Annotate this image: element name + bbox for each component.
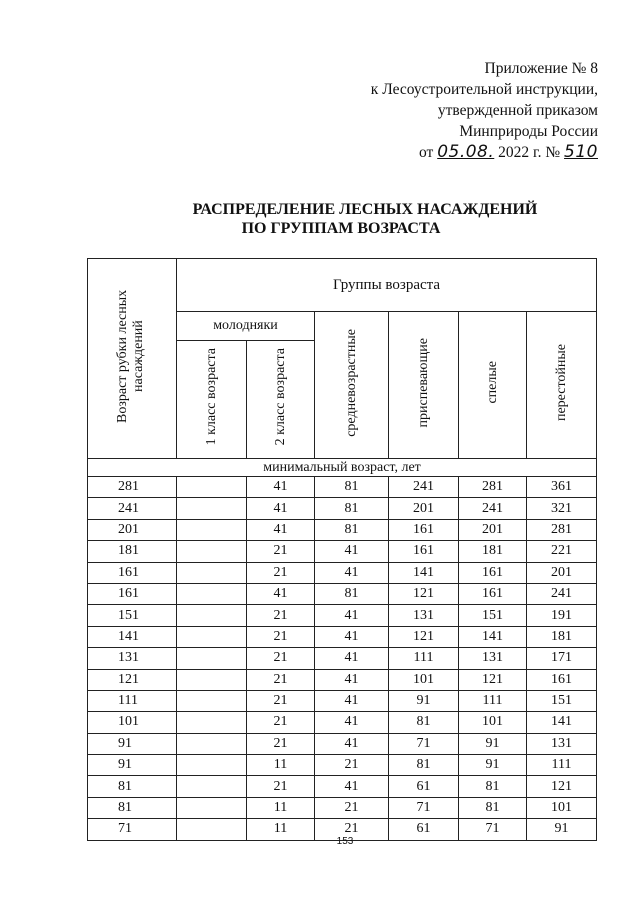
table-cell: 91 <box>459 755 527 776</box>
table-cell <box>177 797 247 818</box>
table-cell: 161 <box>389 541 459 562</box>
table-cell: 81 <box>315 583 389 604</box>
table-cell: 141 <box>527 712 597 733</box>
table-cell: 101 <box>527 797 597 818</box>
table-cell: 21 <box>247 669 315 690</box>
table-cell <box>177 733 247 754</box>
table-cell: 151 <box>527 690 597 711</box>
table-cell: 241 <box>527 583 597 604</box>
table-cell <box>177 477 247 498</box>
table-cell: 41 <box>315 776 389 797</box>
document-title <box>0 200 640 238</box>
table-cell: 241 <box>389 477 459 498</box>
table-cell <box>177 605 247 626</box>
table-cell: 41 <box>315 562 389 583</box>
table-cell: 221 <box>527 541 597 562</box>
header-class-1 <box>177 341 247 459</box>
table-row <box>88 669 597 690</box>
title-line-2: ПО ГРУППАМ ВОЗРАСТА <box>241 220 441 237</box>
table-cell: 161 <box>459 562 527 583</box>
header-middle <box>315 312 389 459</box>
table-cell: 21 <box>247 712 315 733</box>
table-cell: 131 <box>88 648 177 669</box>
table-cell: 21 <box>247 733 315 754</box>
table-cell <box>177 669 247 690</box>
table-cell: 21 <box>315 755 389 776</box>
table-cell: 61 <box>389 819 459 840</box>
header-middle-text: средневозрастные <box>343 328 359 437</box>
table-cell: 71 <box>389 733 459 754</box>
table-cell <box>177 648 247 669</box>
table-cell: 151 <box>459 605 527 626</box>
table-row <box>88 583 597 604</box>
table-cell: 41 <box>315 541 389 562</box>
table-cell: 241 <box>88 498 177 519</box>
table-cell: 161 <box>88 562 177 583</box>
table-row <box>88 519 597 540</box>
table-cell: 71 <box>389 797 459 818</box>
table-cell: 141 <box>459 626 527 647</box>
appendix-date-line <box>371 142 598 163</box>
date-year: 2022 г. № <box>498 144 561 161</box>
table-cell: 131 <box>527 733 597 754</box>
handwritten-number: 510 <box>564 142 598 162</box>
table-cell <box>177 562 247 583</box>
table-cell: 321 <box>527 498 597 519</box>
table-cell <box>177 626 247 647</box>
header-overmature-text: перестойные <box>553 343 569 422</box>
table-row <box>88 733 597 754</box>
table-cell: 21 <box>247 541 315 562</box>
table-row <box>88 648 597 669</box>
table-cell: 81 <box>315 519 389 540</box>
table-cell: 201 <box>389 498 459 519</box>
table-cell: 11 <box>247 755 315 776</box>
table-cell: 161 <box>459 583 527 604</box>
date-prefix: от <box>418 144 434 161</box>
table-cell <box>177 541 247 562</box>
table-row <box>88 541 597 562</box>
table-cell <box>177 712 247 733</box>
table-row <box>88 605 597 626</box>
table-cell: 101 <box>459 712 527 733</box>
table-cell: 81 <box>389 712 459 733</box>
table-cell: 21 <box>247 626 315 647</box>
header-age-groups: Группы возраста <box>177 259 597 312</box>
table-cell: 61 <box>389 776 459 797</box>
table-cell: 181 <box>88 541 177 562</box>
header-harvest-age-text: Возраст рубки лесных насаждений <box>115 289 146 423</box>
table-cell: 241 <box>459 498 527 519</box>
table-cell: 181 <box>527 626 597 647</box>
table-cell: 361 <box>527 477 597 498</box>
table-row <box>88 690 597 711</box>
table-row <box>88 626 597 647</box>
table-cell: 81 <box>88 797 177 818</box>
table-cell: 201 <box>527 562 597 583</box>
header-young: молодняки <box>177 312 315 341</box>
title-line-1: РАСПРЕДЕЛЕНИЕ ЛЕСНЫХ НАСАЖДЕНИЙ <box>192 201 538 218</box>
table-cell: 11 <box>247 797 315 818</box>
appendix-line-2: к Лесоустроительной инструкции, <box>370 81 598 98</box>
appendix-line-4: Минприроды России <box>459 123 598 140</box>
table-row <box>88 776 597 797</box>
handwritten-date: 05.08. <box>437 142 495 162</box>
table-cell: 41 <box>315 626 389 647</box>
table-cell: 201 <box>459 519 527 540</box>
table-cell <box>177 755 247 776</box>
table-cell: 281 <box>527 519 597 540</box>
table-cell: 171 <box>527 648 597 669</box>
table-cell: 41 <box>315 712 389 733</box>
table-cell: 111 <box>389 648 459 669</box>
table-cell: 41 <box>315 605 389 626</box>
table-cell: 91 <box>527 819 597 840</box>
table-cell: 121 <box>389 626 459 647</box>
table-cell: 121 <box>459 669 527 690</box>
table-cell: 41 <box>315 733 389 754</box>
table-cell: 81 <box>315 498 389 519</box>
table-cell: 21 <box>247 648 315 669</box>
table-cell: 81 <box>389 755 459 776</box>
appendix-line-1: Приложение № 8 <box>484 60 598 77</box>
table-cell: 141 <box>88 626 177 647</box>
table-cell: 41 <box>315 669 389 690</box>
table-cell: 81 <box>315 477 389 498</box>
table-cell: 91 <box>88 733 177 754</box>
table-cell: 161 <box>389 519 459 540</box>
header-overmature <box>527 312 597 459</box>
table-cell: 131 <box>459 648 527 669</box>
table-cell: 41 <box>247 477 315 498</box>
appendix-line-3: утвержденной приказом <box>437 102 598 119</box>
table-cell <box>177 583 247 604</box>
table-cell: 91 <box>389 690 459 711</box>
table-cell: 151 <box>88 605 177 626</box>
table-cell: 41 <box>315 690 389 711</box>
table-cell: 21 <box>247 562 315 583</box>
header-mature-text: спелые <box>484 361 500 404</box>
table-cell: 191 <box>527 605 597 626</box>
table-cell: 121 <box>88 669 177 690</box>
page-number: 153 <box>336 836 354 847</box>
table-cell: 11 <box>247 819 315 840</box>
table-cell: 21 <box>247 690 315 711</box>
table-cell: 21 <box>247 605 315 626</box>
table-cell: 91 <box>88 755 177 776</box>
table-cell <box>177 776 247 797</box>
table-row <box>88 498 597 519</box>
header-maturing <box>389 312 459 459</box>
table-cell: 111 <box>88 690 177 711</box>
table-cell <box>177 519 247 540</box>
table-cell: 101 <box>389 669 459 690</box>
table-cell: 121 <box>389 583 459 604</box>
table-cell: 41 <box>247 583 315 604</box>
table-cell: 21 <box>315 819 389 840</box>
table-row <box>88 755 597 776</box>
header-harvest-age <box>88 259 177 459</box>
table-cell: 41 <box>315 648 389 669</box>
table-row <box>88 712 597 733</box>
table-cell: 81 <box>459 797 527 818</box>
appendix-block <box>371 58 598 163</box>
header-mature <box>459 312 527 459</box>
section-label: минимальный возраст, лет <box>88 459 597 477</box>
header-maturing-text: приспевающие <box>415 337 431 428</box>
table-cell: 21 <box>247 776 315 797</box>
table-row <box>88 477 597 498</box>
table-cell: 111 <box>459 690 527 711</box>
table-cell: 91 <box>459 733 527 754</box>
table-cell: 161 <box>527 669 597 690</box>
table-cell: 81 <box>88 776 177 797</box>
table-cell: 41 <box>247 519 315 540</box>
table-cell <box>177 690 247 711</box>
table-row <box>88 797 597 818</box>
table-cell: 101 <box>88 712 177 733</box>
table-cell: 141 <box>389 562 459 583</box>
table-cell: 281 <box>88 477 177 498</box>
table-cell: 111 <box>527 755 597 776</box>
table-cell <box>177 498 247 519</box>
table-cell: 81 <box>459 776 527 797</box>
table-row <box>88 562 597 583</box>
age-groups-table <box>87 258 597 841</box>
table-cell: 131 <box>389 605 459 626</box>
table-cell: 121 <box>527 776 597 797</box>
table-cell: 281 <box>459 477 527 498</box>
table-cell: 71 <box>88 819 177 840</box>
table-cell: 71 <box>459 819 527 840</box>
header-class-2 <box>247 341 315 459</box>
table-cell: 201 <box>88 519 177 540</box>
table-cell: 21 <box>315 797 389 818</box>
table-cell: 41 <box>247 498 315 519</box>
table-cell: 181 <box>459 541 527 562</box>
header-class-1-text: 1 класс возраста <box>203 348 219 446</box>
table-cell: 161 <box>88 583 177 604</box>
header-class-2-text: 2 класс возраста <box>272 348 288 446</box>
